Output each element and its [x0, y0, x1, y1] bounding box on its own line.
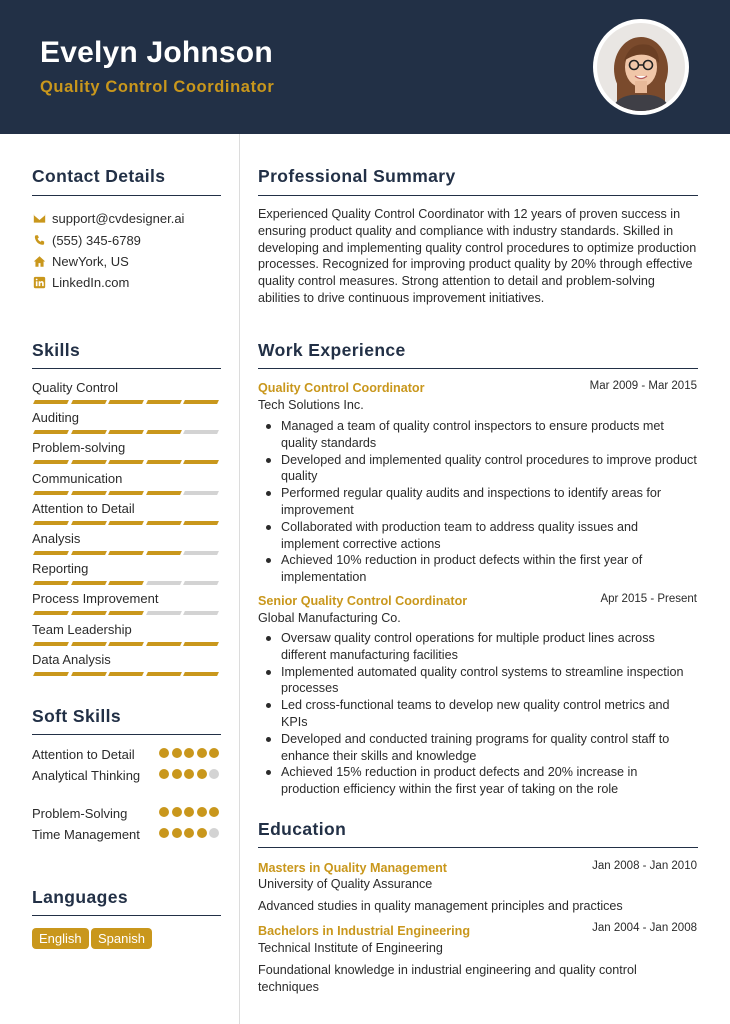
rating-dot [197, 769, 207, 779]
skill-level-segment [71, 551, 107, 555]
skill-name: Analysis [32, 531, 81, 546]
skill-level-segment [146, 672, 182, 676]
experience-rule [258, 368, 698, 369]
skill-level-segment [108, 400, 144, 404]
degree-description: Advanced studies in quality management principles and practices [258, 899, 623, 913]
skill-level-segment [108, 581, 144, 585]
list-item: Developed and conducted training programs for quality control staff to enhance their skills and knowledge [264, 731, 698, 765]
contact-email[interactable] [32, 210, 184, 226]
skill-level-segment [71, 581, 107, 585]
skill-level-segment [33, 611, 69, 615]
list-item: Led cross-functional teams to develop new quality control metrics and KPIs [264, 697, 698, 731]
rating-dot [172, 748, 182, 758]
list-item: Performed regular quality audits and inspections to identify areas for improvement [264, 485, 698, 519]
skill-item [32, 471, 220, 501]
skill-level-segment [108, 491, 144, 495]
skill-level-bar [32, 551, 220, 555]
skill-level-segment [71, 611, 107, 615]
rating-dot [209, 828, 219, 838]
candidate-title: Quality Control Coordinator [40, 78, 275, 96]
skill-level-bar [32, 581, 220, 585]
rating-dot [159, 807, 169, 817]
summary-heading: Professional Summary [258, 166, 456, 186]
skill-level-bar [32, 491, 220, 495]
rating-dot [197, 807, 207, 817]
soft-skill-name: Attention to Detail [32, 747, 135, 762]
contact-phone-text: (555) 345-6789 [52, 232, 141, 248]
soft-skill-name: Analytical Thinking [32, 768, 141, 783]
skills-rule [32, 368, 221, 369]
contact-heading: Contact Details [32, 166, 166, 186]
skill-level-bar [32, 460, 220, 464]
skill-name: Quality Control [32, 380, 118, 395]
profile-photo-image [597, 23, 685, 111]
skill-level-segment [33, 400, 69, 404]
job-dates: Mar 2009 - Mar 2015 [589, 380, 697, 392]
skill-level-segment [183, 400, 219, 404]
skill-level-segment [146, 430, 182, 434]
soft-skills-heading: Soft Skills [32, 706, 122, 726]
skill-level-segment [108, 430, 144, 434]
envelope-icon [32, 211, 46, 225]
soft-skill-name: Problem-Solving [32, 806, 128, 821]
degree-dates: Jan 2004 - Jan 2008 [592, 922, 697, 934]
list-item: Collaborated with production team to address quality issues and implement corrective actions [264, 519, 698, 553]
home-icon [32, 254, 46, 268]
skill-level-segment [183, 581, 219, 585]
skill-level-segment [108, 551, 144, 555]
skill-item [32, 652, 220, 682]
rating-dot [184, 769, 194, 779]
skill-level-bar [32, 642, 220, 646]
language-badge: English [32, 928, 89, 949]
skill-level-segment [108, 672, 144, 676]
contact-location-text: NewYork, US [52, 253, 129, 269]
skill-level-segment [108, 521, 144, 525]
contact-location [32, 253, 129, 269]
job-bullets [264, 418, 698, 586]
languages-rule [32, 915, 221, 916]
rating-dot [184, 807, 194, 817]
list-item: Achieved 15% reduction in product defects and 20% increase in production efficiency within the first year of taking on the role [264, 764, 698, 798]
skill-level-bar [32, 430, 220, 434]
skill-item [32, 380, 220, 410]
soft-skill-rating [159, 748, 222, 760]
skill-level-segment [146, 460, 182, 464]
education-rule [258, 847, 698, 848]
skill-level-segment [33, 460, 69, 464]
skill-item [32, 440, 220, 470]
skill-item [32, 531, 220, 561]
degree-title: Masters in Quality Management [258, 861, 447, 875]
skill-level-segment [183, 491, 219, 495]
skill-name: Reporting [32, 561, 89, 577]
job-title: Quality Control Coordinator [258, 381, 425, 395]
skill-level-segment [108, 460, 144, 464]
skill-level-segment [71, 400, 107, 404]
skill-level-segment [33, 491, 69, 495]
skill-level-segment [146, 521, 182, 525]
rating-dot [197, 748, 207, 758]
languages-heading: Languages [32, 887, 128, 907]
skill-level-segment [108, 642, 144, 646]
soft-skill-rating [159, 828, 222, 840]
skill-level-segment [146, 400, 182, 404]
skill-level-segment [146, 642, 182, 646]
skill-level-segment [146, 581, 182, 585]
rating-dot [172, 807, 182, 817]
rating-dot [209, 769, 219, 779]
skill-level-segment [33, 521, 69, 525]
skill-level-segment [183, 642, 219, 646]
rating-dot [184, 828, 194, 838]
column-divider [239, 134, 240, 1024]
skill-level-segment [71, 460, 107, 464]
skill-level-segment [71, 491, 107, 495]
skill-item [32, 410, 220, 440]
list-item: Oversaw quality control operations for multiple product lines across different manufacturing facilities [264, 630, 698, 664]
skill-level-bar [32, 672, 220, 676]
list-item: Achieved 10% reduction in product defects within the first year of implementation [264, 552, 698, 586]
skill-item [32, 591, 220, 621]
skill-name: Attention to Detail [32, 500, 135, 516]
phone-icon [32, 233, 46, 247]
contact-linkedin[interactable] [32, 274, 129, 290]
school-name: Technical Institute of Engineering [258, 941, 443, 955]
skill-level-segment [71, 672, 107, 676]
skill-level-segment [71, 430, 107, 434]
contact-phone[interactable] [32, 232, 141, 248]
skill-name: Process Improvement [32, 591, 159, 607]
degree-title: Bachelors in Industrial Engineering [258, 924, 471, 938]
soft-skill-name: Time Management [32, 827, 140, 842]
linkedin-icon [32, 275, 46, 289]
skill-name: Data Analysis [32, 651, 111, 667]
skill-item [32, 501, 220, 531]
skill-level-segment [71, 642, 107, 646]
skill-level-bar [32, 521, 220, 525]
language-badge: Spanish [91, 928, 152, 949]
school-name: University of Quality Assurance [258, 877, 433, 891]
skill-level-segment [183, 611, 219, 615]
list-item: Developed and implemented quality control procedures to improve product quality [264, 452, 698, 486]
skill-level-segment [183, 430, 219, 434]
job-dates: Apr 2015 - Present [600, 593, 697, 605]
skills-heading: Skills [32, 340, 81, 360]
degree-description: Foundational knowledge in industrial engineering and quality control techniques [258, 963, 637, 994]
job-title: Senior Quality Control Coordinator [258, 594, 468, 608]
skill-level-segment [183, 672, 219, 676]
soft-skill-rating [159, 807, 222, 819]
skill-level-bar [32, 400, 220, 404]
job-company: Global Manufacturing Co. [258, 611, 401, 625]
skill-level-bar [32, 611, 220, 615]
rating-dot [197, 828, 207, 838]
skill-level-segment [146, 491, 182, 495]
job-bullets [264, 630, 698, 798]
skill-level-segment [33, 430, 69, 434]
rating-dot [209, 807, 219, 817]
job-company: Tech Solutions Inc. [258, 398, 364, 412]
skill-level-segment [33, 642, 69, 646]
candidate-name: Evelyn Johnson [40, 36, 273, 69]
summary-rule [258, 195, 698, 196]
list-item: Implemented automated quality control systems to streamline inspection processes [264, 664, 698, 698]
skill-item [32, 622, 220, 652]
skill-level-segment [71, 521, 107, 525]
skill-name: Team Leadership [32, 621, 132, 637]
rating-dot [159, 748, 169, 758]
summary-text: Experienced Quality Control Coordinator with 12 years of proven success in ensuring product quality and compliance with industry standards. Skilled in developing and implementing quality control procedures to optimize production processes. Recognized for improving product quality by 20% through effective quality control measures. Strong attention to detail and problem-solving abilities to drive continuous improvement initiatives. [258, 207, 697, 305]
education-heading: Education [258, 819, 347, 839]
skill-name: Auditing [32, 410, 79, 426]
rating-dot [172, 828, 182, 838]
rating-dot [172, 769, 182, 779]
contact-rule [32, 195, 221, 196]
soft-skill-rating [159, 769, 222, 781]
skill-level-segment [183, 551, 219, 555]
rating-dot [209, 748, 219, 758]
contact-linkedin-text: LinkedIn.com [52, 274, 130, 290]
skill-level-segment [33, 581, 69, 585]
skill-level-segment [33, 672, 69, 676]
rating-dot [184, 748, 194, 758]
profile-photo [593, 19, 689, 115]
skill-name: Problem-solving [32, 440, 126, 456]
rating-dot [159, 769, 169, 779]
skill-level-segment [183, 521, 219, 525]
skill-level-segment [146, 611, 182, 615]
list-item: Managed a team of quality control inspectors to ensure products met quality standards [264, 418, 698, 452]
skill-level-segment [108, 611, 144, 615]
experience-heading: Work Experience [258, 340, 406, 360]
skill-level-segment [146, 551, 182, 555]
skill-level-segment [33, 551, 69, 555]
soft-skills-rule [32, 734, 221, 735]
skill-item [32, 561, 220, 591]
skill-name: Communication [32, 470, 123, 486]
contact-email-text: support@cvdesigner.ai [52, 210, 185, 226]
degree-dates: Jan 2008 - Jan 2010 [592, 860, 697, 872]
resume-header [0, 0, 730, 134]
skill-level-segment [183, 460, 219, 464]
rating-dot [159, 828, 169, 838]
